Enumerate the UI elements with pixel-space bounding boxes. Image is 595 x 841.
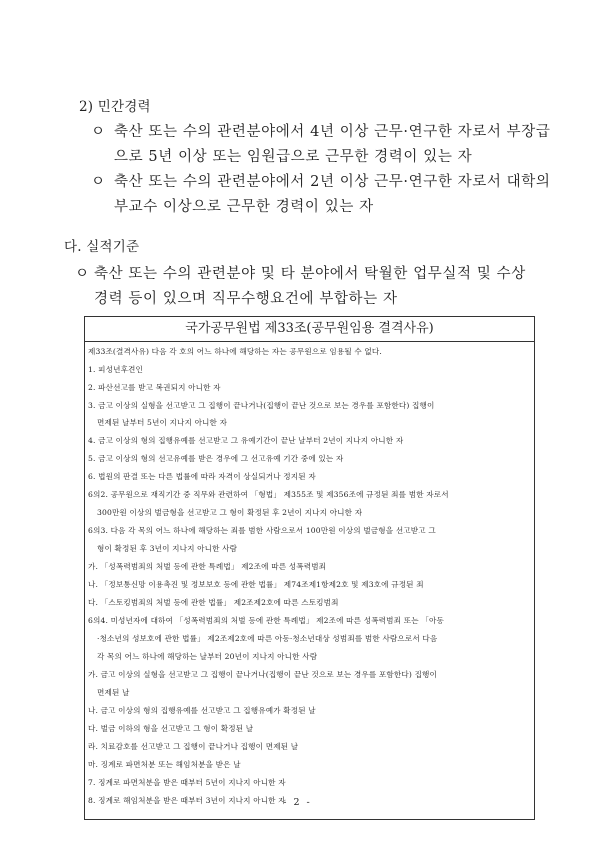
law-line: 제33조(결격사유) 다음 각 호의 어느 하나에 해당하는 자는 공무원으로 임용될 수 없다. bbox=[88, 347, 382, 356]
bullet-icon: ㅇ bbox=[91, 174, 106, 190]
law-line: 6의3. 다음 각 목의 어느 하나에 해당하는 죄를 범한 사람으로서 100만원 이상의 벌금형을 선고받고 그 bbox=[88, 526, 436, 535]
law-line: 형이 확정된 후 3년이 지나지 아니한 사람 bbox=[97, 544, 238, 553]
law-line: 가. 금고 이상의 실형을 선고받고 그 집행이 끝나거나(집행이 끝난 것으로 보는 경우를 포함한다) 집행이 bbox=[88, 670, 438, 679]
law-box-title: 국가공무원법 제33조(공무원임용 결격사유) bbox=[85, 317, 534, 342]
page-number: - 2 - bbox=[283, 797, 312, 808]
law-line: 2. 파산선고를 받고 복권되지 아니한 자 bbox=[88, 383, 221, 392]
law-line: 6의4. 미성년자에 대하여 「성폭력범죄의 처벌 등에 관한 특례법」 제2조에 따른 성폭력범죄 또는 「아동 bbox=[88, 616, 444, 625]
law-line: 나. 「정보통신망 이용촉진 및 정보보호 등에 관한 법률」 제74조제1항제2호 및 제3호에 규정된 죄 bbox=[88, 580, 424, 589]
bullet-icon: ㅇ bbox=[75, 266, 90, 282]
bullet-icon: ㅇ bbox=[91, 124, 106, 140]
law-line: 나. 금고 이상의 형의 집행유예를 선고받고 그 집행유예가 확정된 날 bbox=[88, 706, 316, 715]
list-item-line: 축산 또는 수의 관련분야 및 타 분야에서 탁월한 업무실적 및 수상 bbox=[94, 266, 526, 282]
list-item-line: 경력 등이 있으며 직무수행요건에 부합하는 자 bbox=[94, 291, 398, 307]
law-line: 가. 「성폭력범죄의 처벌 등에 관한 특례법」 제2조에 따른 성폭력범죄 bbox=[88, 562, 327, 571]
law-line: ·청소년의 성보호에 관한 법률」 제2조제2호에 따른 아동·청소년대상 성범죄를 범한 사람으로서 다음 bbox=[97, 634, 438, 643]
law-line: 마. 징계로 파면처분 또는 해임처분을 받은 날 bbox=[88, 760, 241, 769]
law-line: 6. 법원의 판결 또는 다른 법률에 따라 자격이 상실되거나 정지된 자 bbox=[88, 472, 316, 481]
section-heading-private-career: 2) 민간경력 bbox=[79, 99, 151, 115]
law-line: 5. 금고 이상의 형의 선고유예를 받은 경우에 그 선고유예 기간 중에 있는 자 bbox=[88, 454, 344, 463]
law-line: 300만원 이상의 벌금형을 선고받고 그 형이 확정된 후 2년이 지나지 아니한 자 bbox=[97, 508, 363, 517]
section-heading-performance: 다. 실적기준 bbox=[64, 239, 140, 255]
law-line: 면제된 날부터 5년이 지나지 아니한 자 bbox=[97, 418, 228, 427]
law-line: 8. 징계로 해임처분을 받은 때부터 3년이 지나지 아니한 자 bbox=[88, 796, 286, 805]
law-line: 7. 징계로 파면처분을 받은 때부터 5년이 지나지 아니한 자 bbox=[88, 778, 286, 787]
law-line: 각 목의 어느 하나에 해당하는 날부터 20년이 지나지 아니한 사람 bbox=[97, 652, 318, 661]
list-item-line: 축산 또는 수의 관련분야에서 4년 이상 근무·연구한 자로서 부장급 bbox=[114, 124, 551, 140]
law-reference-box bbox=[84, 316, 535, 820]
law-line: 6의2. 공무원으로 재직기간 중 직무와 관련하여 「형법」 제355조 및 제356조에 규정된 죄를 범한 자로서 bbox=[88, 490, 449, 499]
law-line: 면제된 날 bbox=[97, 688, 130, 697]
list-item-line: 부교수 이상으로 근무한 경력이 있는 자 bbox=[114, 199, 374, 215]
law-line: 라. 치료감호를 선고받고 그 집행이 끝나거나 집행이 면제된 날 bbox=[88, 742, 299, 751]
list-item-line: 으로 5년 이상 또는 임원급으로 근무한 경력이 있는 자 bbox=[114, 149, 473, 165]
law-line: 4. 금고 이상의 형의 집행유예를 선고받고 그 유예기간이 끝난 날부터 2년이 지나지 아니한 자 bbox=[88, 436, 404, 445]
law-line: 다. 「스토킹범죄의 처벌 등에 관한 법률」 제2조제2호에 따른 스토킹범죄 bbox=[88, 598, 339, 607]
law-line: 다. 벌금 이하의 형을 선고받고 그 형이 확정된 날 bbox=[88, 724, 254, 733]
law-line: 3. 금고 이상의 실형을 선고받고 그 집행이 끝나거나(집행이 끝난 것으로 보는 경우를 포함한다) 집행이 bbox=[88, 401, 435, 410]
law-line: 1. 피성년후견인 bbox=[88, 365, 144, 374]
list-item-line: 축산 또는 수의 관련분야에서 2년 이상 근무·연구한 자로서 대학의 bbox=[114, 174, 551, 190]
